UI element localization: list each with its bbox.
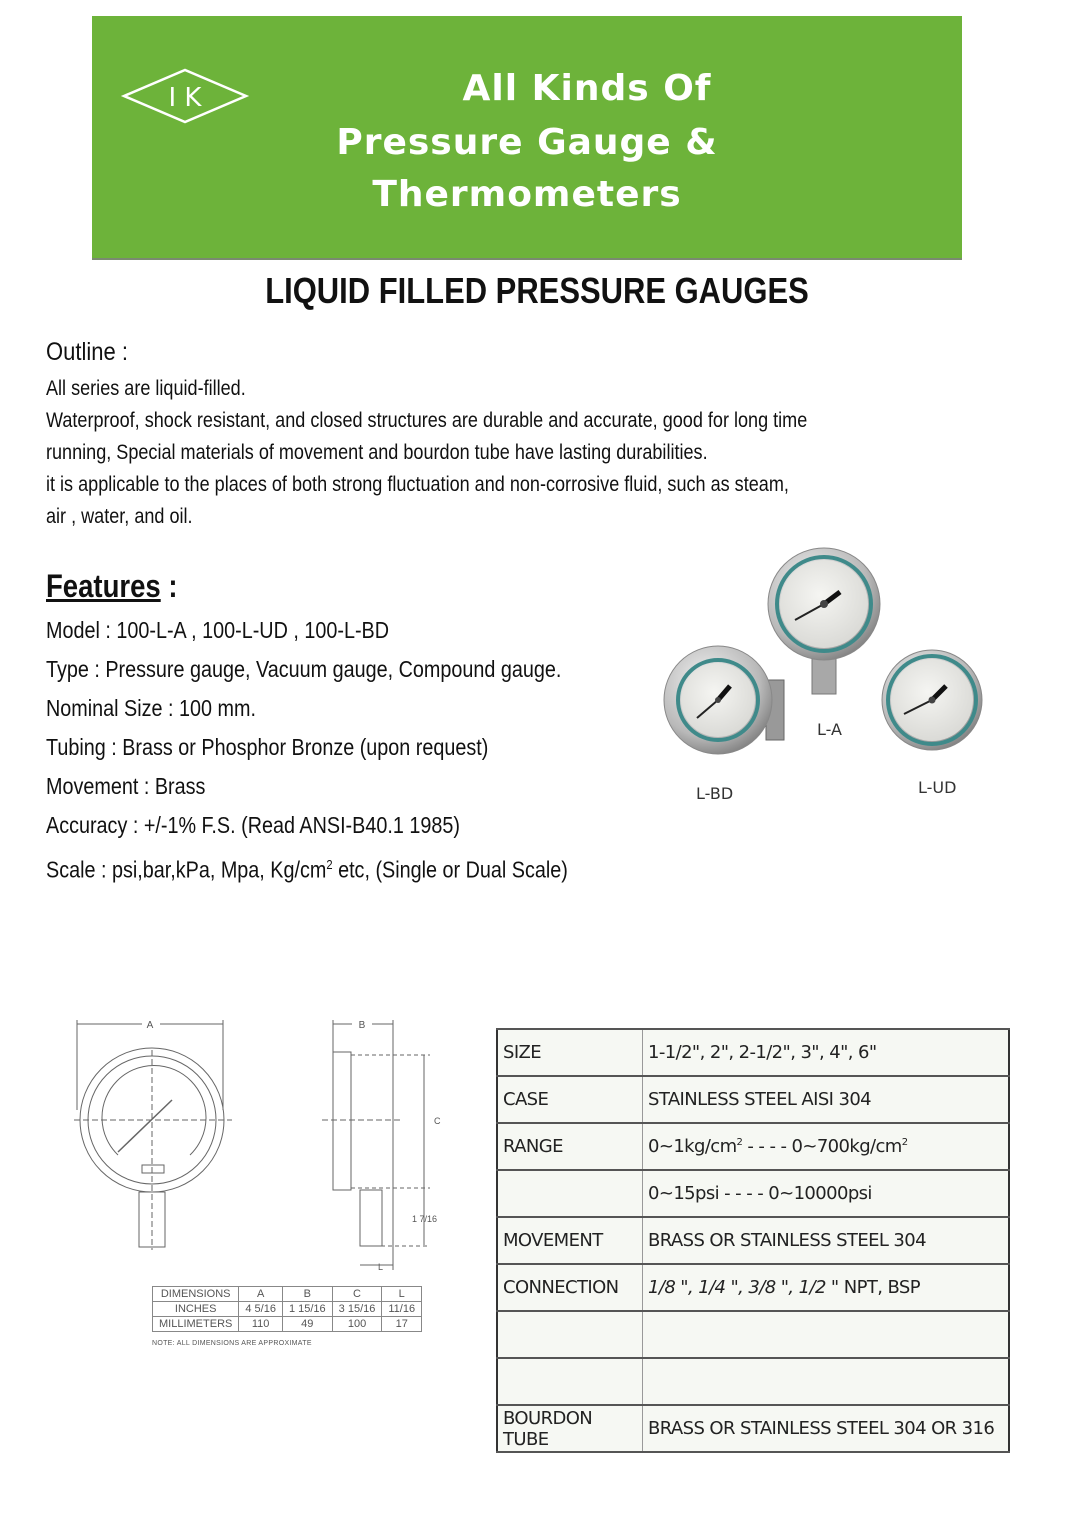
spec-key: CONNECTION [497,1264,643,1311]
dim-header: L [382,1287,422,1302]
label-l-ud: L-UD [918,778,957,797]
banner-line-1: All Kinds Of [462,68,712,109]
header-banner [92,16,962,260]
dim-cell: 49 [282,1317,332,1332]
outline-line: running, Special materials of movement and bourdon tube have lasting durabilities. [46,441,708,464]
banner-line-3: Thermometers [372,174,682,215]
dim-label-stem: 1 7/16 [412,1214,438,1224]
dim-cell: 4 5/16 [239,1302,283,1317]
banner-line-2: Pressure Gauge & [336,122,718,163]
label-l-bd: L-BD [696,784,734,803]
dim-cell: INCHES [153,1302,239,1317]
spec-row [497,1264,1009,1311]
spec-value: 0~15psi - - - - 0~10000psi [643,1170,1010,1217]
outline-line: All series are liquid-filled. [46,377,246,400]
features-heading: Features : [46,568,178,604]
outline-line: air , water, and oil. [46,505,193,528]
dim-header: DIMENSIONS [153,1287,239,1302]
spec-row [497,1358,1009,1405]
spec-row [497,1123,1009,1170]
outline-heading: Outline : [46,338,128,366]
feature-tubing: Tubing : Brass or Phosphor Bronze (upon request) [46,734,489,760]
spec-key: MOVEMENT [497,1217,643,1264]
gauge-l-ud-icon [882,650,982,750]
gauge-l-bd-icon [664,646,784,754]
feature-accuracy: Accuracy : +/-1% F.S. (Read ANSI-B40.1 1985) [46,812,460,838]
spec-key: RANGE [497,1123,643,1170]
dim-cell: 100 [332,1317,382,1332]
feature-type: Type : Pressure gauge, Vacuum gauge, Compound gauge. [46,656,562,682]
spec-value [643,1311,1010,1358]
spec-key [497,1358,643,1405]
outline-line: it is applicable to the places of both strong fluctuation and non-corrosive fluid, such as steam, [46,473,789,496]
dim-cell: MILLIMETERS [153,1317,239,1332]
dimensions-note: NOTE: ALL DIMENSIONS ARE APPROXIMATE [152,1340,312,1347]
dim-cell: 3 15/16 [332,1302,382,1317]
spec-value: BRASS OR STAINLESS STEEL 304 [643,1217,1010,1264]
spec-row [497,1029,1009,1076]
spec-value: STAINLESS STEEL AISI 304 [643,1076,1010,1123]
feature-scale: Scale : psi,bar,kPa, Mpa, $Kg/cm^2$ etc, (Single or Dual Scale) [46,856,568,883]
gauge-drawing-icon [60,1000,460,1280]
outline-section [46,338,946,533]
dim-header-row [153,1287,422,1302]
spec-row [497,1311,1009,1358]
spec-row [497,1170,1009,1217]
feature-nominal-size: Nominal Size : 100 mm. [46,695,256,721]
dim-cell: 1 15/16 [282,1302,332,1317]
dim-label-l: L [378,1262,384,1272]
gauge-l-a-icon [768,548,880,694]
spec-key: BOURDON TUBE [497,1405,643,1452]
page-title: LIQUID FILLED PRESSURE GAUGES [265,270,809,311]
dim-cell: 17 [382,1317,422,1332]
dim-label-a: A [146,1020,154,1031]
dimension-drawing [60,1000,460,1280]
spec-row [497,1217,1009,1264]
spec-value: 1-1/2", 2", 2-1/2", 3", 4", 6" [643,1029,1010,1076]
spec-value: BRASS OR STAINLESS STEEL 304 OR 316 [643,1405,1010,1452]
logo-text: I K [168,83,202,113]
outline-line: Waterproof, shock resistant, and closed structures are durable and accurate, good for long time [46,409,808,432]
spec-value [643,1358,1010,1405]
spec-row [497,1076,1009,1123]
dim-cell: 110 [239,1317,283,1332]
dim-label-b: B [358,1020,366,1031]
spec-key: CASE [497,1076,643,1123]
spec-row [497,1405,1009,1452]
dim-row-mm [153,1317,422,1332]
dim-header: A [239,1287,283,1302]
product-photos [660,540,990,820]
feature-movement: Movement : Brass [46,773,206,799]
dimensions-table [152,1286,422,1332]
dim-row-inches [153,1302,422,1317]
dim-label-c: C [434,1116,441,1126]
dim-header: B [282,1287,332,1302]
spec-key [497,1311,643,1358]
spec-key [497,1170,643,1217]
spec-key: SIZE [497,1029,643,1076]
specifications-table [496,1028,1010,1453]
spec-value: $0\sim 1kg/cm^2$ - - - - $0\sim 700kg/cm^2$ [643,1123,1010,1170]
feature-model: Model : 100-L-A , 100-L-UD , 100-L-BD [46,617,390,643]
features-section [46,568,686,890]
label-l-a: L-A [817,720,842,739]
dim-cell: 11/16 [382,1302,422,1317]
spec-value: 1/8 ", 1/4 ", 3/8 ", 1/2 " NPT, BSP [643,1264,1010,1311]
dim-header: C [332,1287,382,1302]
